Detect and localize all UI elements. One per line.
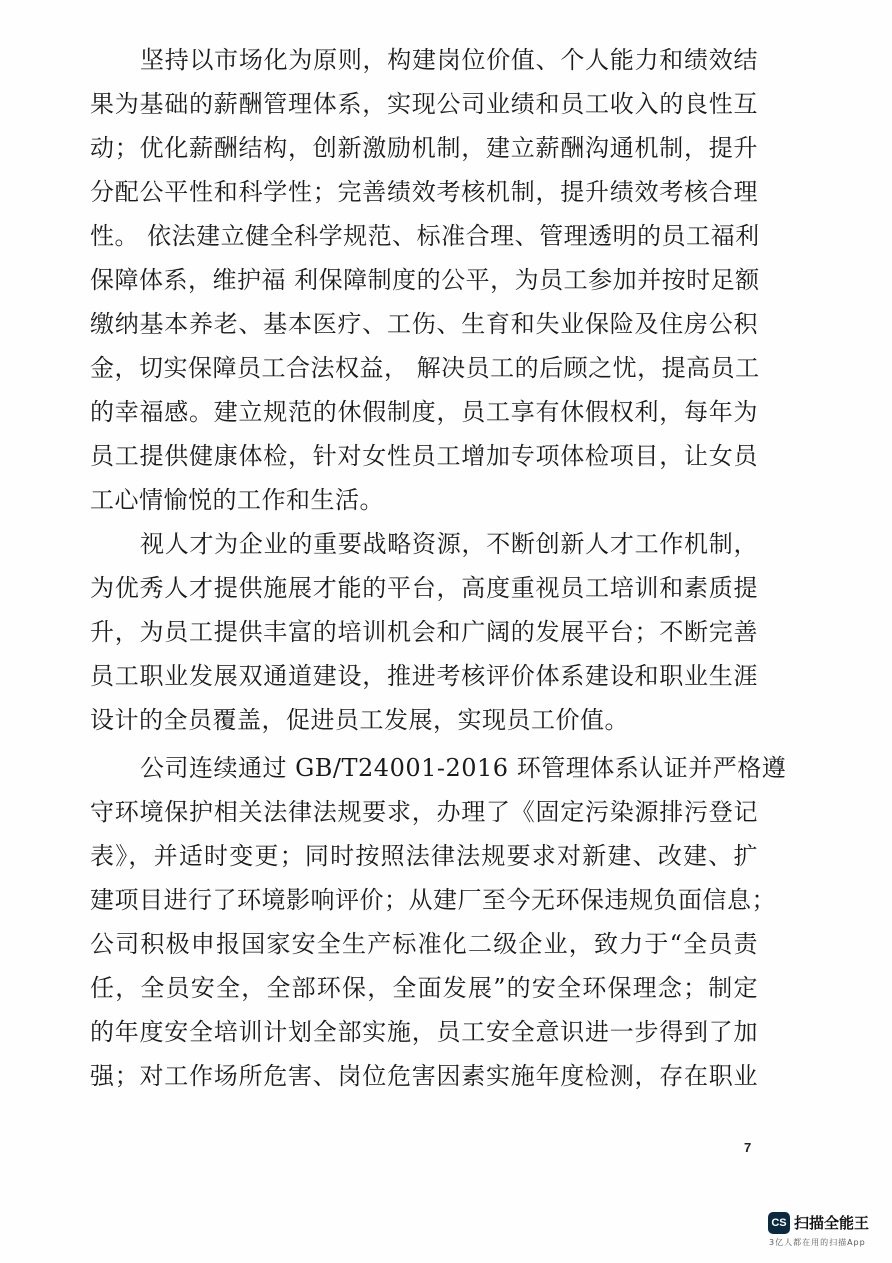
- text-line: 员工提供健康体检，针对女性员工增加专项体检项目，让女员: [90, 442, 758, 470]
- text-line: 动；优化薪酬结构，创新激励机制，建立薪酬沟通机制，提升: [90, 134, 758, 162]
- text-line: 的幸福感。建立规范的休假制度，员工享有休假权利，每年为: [90, 398, 758, 426]
- text-line: 设计的全员覆盖，促进员工发展，实现员工价值。: [90, 706, 629, 734]
- text-line: 性。 依法建立健全科学规范、标准合理、管理透明的员工福利: [90, 222, 760, 250]
- text-line: 的年度安全培训计划全部实施，员工安全意识进一步得到了加: [90, 1018, 758, 1046]
- text-line: 金，切实保障员工合法权益， 解决员工的后顾之忧，提高员工: [90, 354, 760, 382]
- text-line: 升，为员工提供丰富的培训机会和广阔的发展平台；不断完善: [90, 618, 758, 646]
- text-line: 为优秀人才提供施展才能的平台，高度重视员工培训和素质提: [90, 574, 758, 602]
- page-number: 7: [744, 1140, 752, 1155]
- camscanner-logo-icon: CS: [768, 1212, 790, 1234]
- text-line: 强；对工作场所危害、岗位危害因素实施年度检测，存在职业: [90, 1062, 758, 1090]
- text-line: 坚持以市场化为原则，构建岗位价值、个人能力和绩效结: [140, 46, 758, 74]
- text-line: 分配公平性和科学性；完善绩效考核机制，提升绩效考核合理: [90, 178, 758, 206]
- text-line: 工心情愉悦的工作和生活。: [90, 486, 384, 514]
- text-line: 保障体系，维护福 利保障制度的公平，为员工参加并按时足额: [90, 266, 760, 294]
- text-line: 公司连续通过 GB/T24001-2016 环管理体系认证并严格遵: [140, 754, 787, 782]
- text-line: 员工职业发展双通道建设，推进考核评价体系建设和职业生涯: [90, 662, 758, 690]
- text-line: 视人才为企业的重要战略资源，不断创新人才工作机制，: [140, 530, 758, 558]
- text-line: 任，全员安全，全部环保，全面发展”的安全环保理念；制定: [90, 974, 758, 1002]
- text-line: 守环境保护相关法律法规要求，办理了《固定污染源排污登记: [90, 798, 758, 826]
- text-line: 建项目进行了环境影响评价；从建厂至今无环保违规负面信息；: [90, 886, 776, 914]
- text-line: 表》，并适时变更；同时按照法律法规要求对新建、改建、扩: [90, 842, 758, 870]
- watermark-title: 扫描全能王: [794, 1214, 870, 1232]
- scanner-watermark: [752, 1209, 882, 1253]
- text-line: 公司积极申报国家安全生产标准化二级企业，致力于“全员责: [90, 930, 758, 958]
- watermark-subtitle: 3亿人都在用的扫描App: [769, 1238, 866, 1247]
- text-line: 缴纳基本养老、基本医疗、工伤、生育和失业保险及住房公积: [90, 310, 758, 338]
- text-line: 果为基础的薪酬管理体系，实现公司业绩和员工收入的良性互: [90, 90, 758, 118]
